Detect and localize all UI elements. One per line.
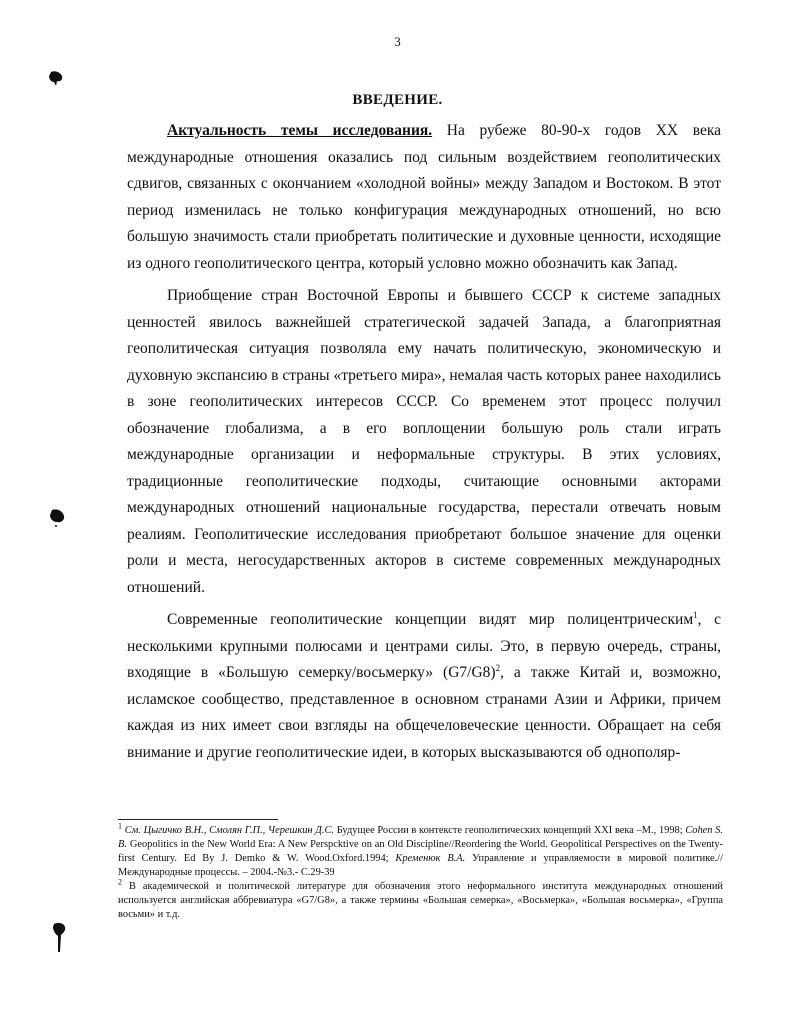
paragraph-1-text: На рубеже 80-90-х годов XX века международные отношения оказались под сильным воздействием геополитических сдвигов, связанных с окончанием «холодной войны» между Западом и Востоком. В этот период изменилась не только конфигурация международных отношений, но всю большую значимость стали приобретать политические и духовные ценности, исходящие из одного геополитического центра, который условно можно обозначить как Запад. [127, 122, 722, 272]
footnote-ref-2[interactable]: 2 [495, 662, 501, 673]
paragraph-3-part-2: , с несколькими крупными полюсами и центрами силы. Это, в первую очередь, страны, входящие в «Большую семерку/восьмерку» (G7/G8) [127, 611, 721, 681]
ink-blot-middle [48, 508, 66, 528]
paragraph-2: Приобщение стран Восточной Европы и бывшего СССР к системе западных ценностей явилось важнейшей стратегической задачей Запада, а благоприятная геополитическая ситуация позволяла ему начать политическую, экономическую и духовную экспансию в страны «третьего мира», немалая часть которых ранее находились в зоне геополитических интересов СССР. Со временем этот процесс получил обозначение глобализма, а в его воплощении большую роль стали играть международные организации и неформальные структуры. В этих условиях, традиционные геополитические подходы, считающие основными акторами международных отношений национальные государства, перестали отвечать новым реалиям. Геополитические исследования приобретают большое значение для оценки роли и места, негосударственных акторов в системе современных международных отношений. [127, 287, 721, 596]
paragraph-3-part-3: , а также Китай и, возможно, исламское сообщество, представленное в основном странами Азии и Африки, причем каждая из них имеет свои взгляды на общечеловеческие ценности. Обращает на себя внимание и другие геополитические идеи, в которых высказываются об однополяр- [127, 664, 722, 761]
footnote-1-text-b: Geopolitics in the New World Era: A New Perspcktive on an Old Discipline//Reordering the World. Geopolitical Perspectives on the Twenty-first Century. Ed By J. Demko & W. Wood.Oxford.1994; [118, 839, 723, 864]
ink-blot-top [48, 70, 64, 88]
paragraph-3 [127, 607, 721, 766]
footnote-1-number: 1 [118, 821, 122, 831]
section-lead: Актуальность темы исследования. [167, 122, 433, 139]
page-number: 3 [394, 34, 401, 49]
footnote-1-authors-b: Cohen S. B. [118, 825, 723, 850]
footnote-divider [118, 819, 278, 820]
footnote-1-authors-c: Кременюк В.А. [395, 853, 466, 864]
footnote-ref-1[interactable]: 1 [693, 609, 698, 620]
footnotes [118, 821, 723, 922]
paragraph-1 [127, 118, 721, 277]
footnote-2-text: В академической и политической литературе для обозначения этого неформального института международных отношений используется английская аббревиатура «G7/G8», а также термины «Большая семерка», «Восьмерка», «Большая восьмерка», «Группа восьми» и т.д. [118, 881, 723, 920]
footnote-1-text-c: Управление и управляемости в мировой политике.//Международные процессы. – 2004.-№3.- С.29-39 [118, 853, 723, 878]
footnote-1-authors-a: См. Цыгичко В.Н., Смолян Г.П., Черешкин Д.С. [124, 825, 335, 836]
footnote-1 [118, 821, 723, 880]
ink-blot-bottom [52, 922, 68, 954]
main-text [127, 118, 721, 772]
footnote-1-text-a: Будущее России в контексте геополитических концепций XXI века –М., 1998; [334, 825, 686, 836]
page-title: ВВЕДЕНИЕ. [352, 92, 443, 108]
paragraph-3-part-1: Современные геополитические концепции видят мир полицентрическим [167, 611, 694, 628]
footnote-2 [118, 877, 723, 922]
footnote-2-number: 2 [118, 877, 122, 887]
